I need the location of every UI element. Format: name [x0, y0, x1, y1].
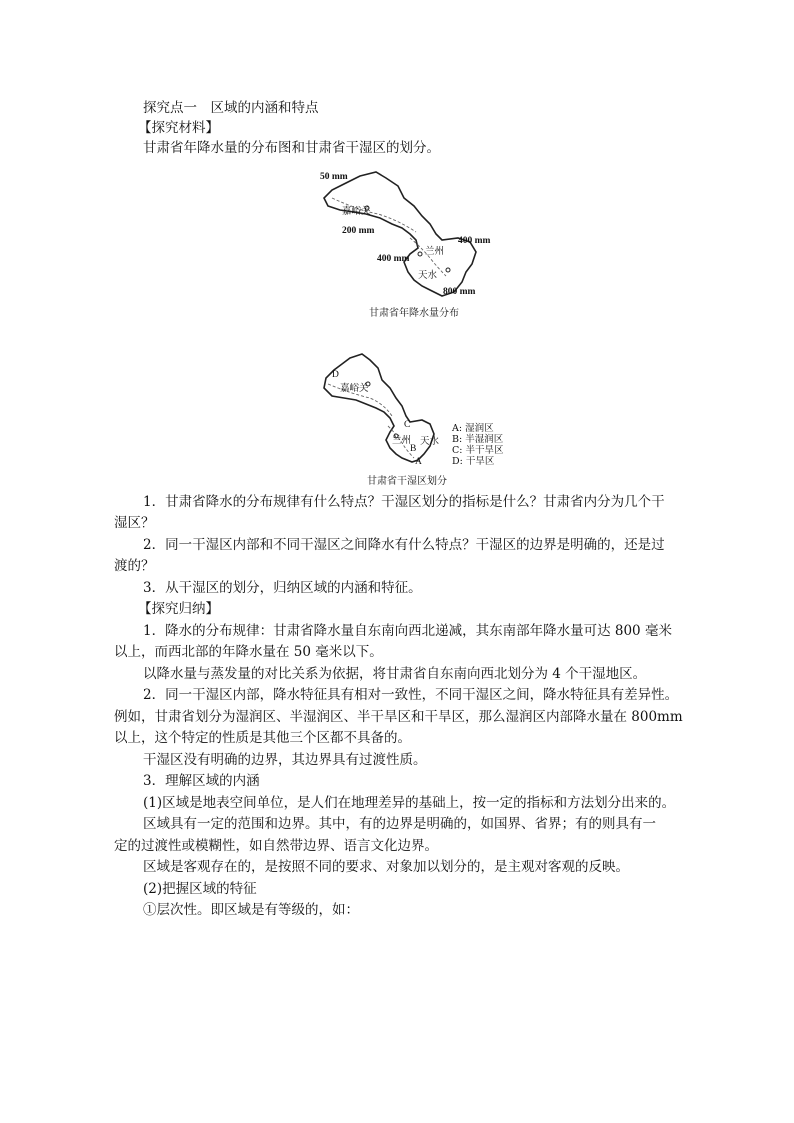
summary-line-13: (2)把握区域的特征: [143, 881, 257, 897]
map1-caption: 甘肃省年降水量分布: [369, 308, 459, 319]
summary-line-5: 例如，甘肃省划分为湿润区、半湿润区、半干旱区和干旱区，那么湿润区内部降水量在 800mm: [114, 709, 683, 725]
question-1-line-1: 1．甘肃省降水的分布规律有什么特点？干湿区划分的指标是什么？甘肃省内分为几个干: [143, 494, 665, 510]
label-400mm-west: 400 mm: [377, 254, 410, 264]
summary-line-6: 以上，这个特定的性质是其他三个区都不具备的。: [114, 730, 411, 746]
summary-line-12: 区域是客观存在的，是按照不同的要求、对象加以划分的，是主观对客观的反映。: [143, 859, 629, 875]
summary-line-14: ①层次性。即区域是有等级的，如：: [143, 902, 359, 918]
label-region-d: D: [332, 370, 339, 380]
legend-c: C: 半干旱区: [452, 445, 504, 456]
question-3: 3．从干湿区的划分，归纳区域的内涵和特征。: [143, 580, 422, 596]
summary-line-2: 以上，而西北部的年降水量在 50 毫米以下。: [114, 644, 383, 660]
dry-wet-region-map: [318, 350, 458, 470]
label-lanzhou-2: 兰州: [392, 436, 412, 446]
material-tag: 【探究材料】: [138, 120, 219, 136]
label-50mm: 50 mm: [320, 172, 348, 182]
label-800mm: 800 mm: [443, 287, 476, 297]
question-2-line-1: 2．同一干湿区内部和不同干湿区之间降水有什么特点？干湿区的边界是明确的，还是过: [143, 537, 665, 553]
section-heading: 探究点一 区域的内涵和特点: [143, 100, 319, 116]
question-2-line-2: 渡的？: [114, 558, 155, 574]
label-jiayuguan: 嘉峪关: [342, 207, 371, 217]
map2-legend: [452, 423, 504, 467]
legend-d: D: 干旱区: [452, 456, 495, 467]
summary-line-7: 干湿区没有明确的边界，其边界具有过渡性质。: [143, 752, 427, 768]
summary-tag: 【探究归纳】: [138, 601, 219, 617]
summary-line-11: 定的过渡性或模糊性，如自然带边界、语言文化边界。: [114, 838, 438, 854]
label-region-b: B: [410, 444, 417, 454]
label-region-a: A: [415, 457, 422, 467]
label-jiayuguan-2: 嘉峪关: [340, 384, 369, 394]
summary-line-9: (1)区域是地表空间单位，是人们在地理差异的基础上，按一定的指标和方法划分出来的。: [143, 795, 676, 811]
label-region-c: C: [404, 420, 411, 430]
summary-line-10: 区域具有一定的范围和边界。其中，有的边界是明确的，如国界、省界；有的则具有一: [143, 816, 656, 832]
legend-a: A: 湿润区: [452, 423, 494, 434]
material-text: 甘肃省年降水量的分布图和甘肃省干湿区的划分。: [143, 140, 440, 156]
summary-line-8: 3．理解区域的内涵: [143, 773, 260, 789]
summary-line-1: 1．降水的分布规律：甘肃省降水量自东南向西北递减，其东南部年降水量可达 800 毫米: [143, 623, 672, 639]
label-400mm-east: 400 mm: [458, 236, 491, 246]
label-lanzhou: 兰州: [425, 247, 445, 257]
label-tianshui-2: 天水: [420, 437, 440, 447]
gansu-outline-2: [324, 354, 434, 462]
question-1-line-2: 湿区？: [114, 515, 155, 531]
summary-line-3: 以降水量与蒸发量的对比关系为依据，将甘肃省自东南向西北划分为 4 个干湿地区。: [143, 666, 647, 682]
label-200mm: 200 mm: [342, 226, 375, 236]
legend-b: B: 半湿润区: [452, 434, 504, 445]
label-tianshui: 天水: [418, 271, 438, 281]
summary-line-4: 2．同一干湿区内部，降水特征具有相对一致性，不同干湿区之间，降水特征具有差异性。: [143, 687, 679, 703]
map2-caption: 甘肃省干湿区划分: [367, 476, 447, 487]
